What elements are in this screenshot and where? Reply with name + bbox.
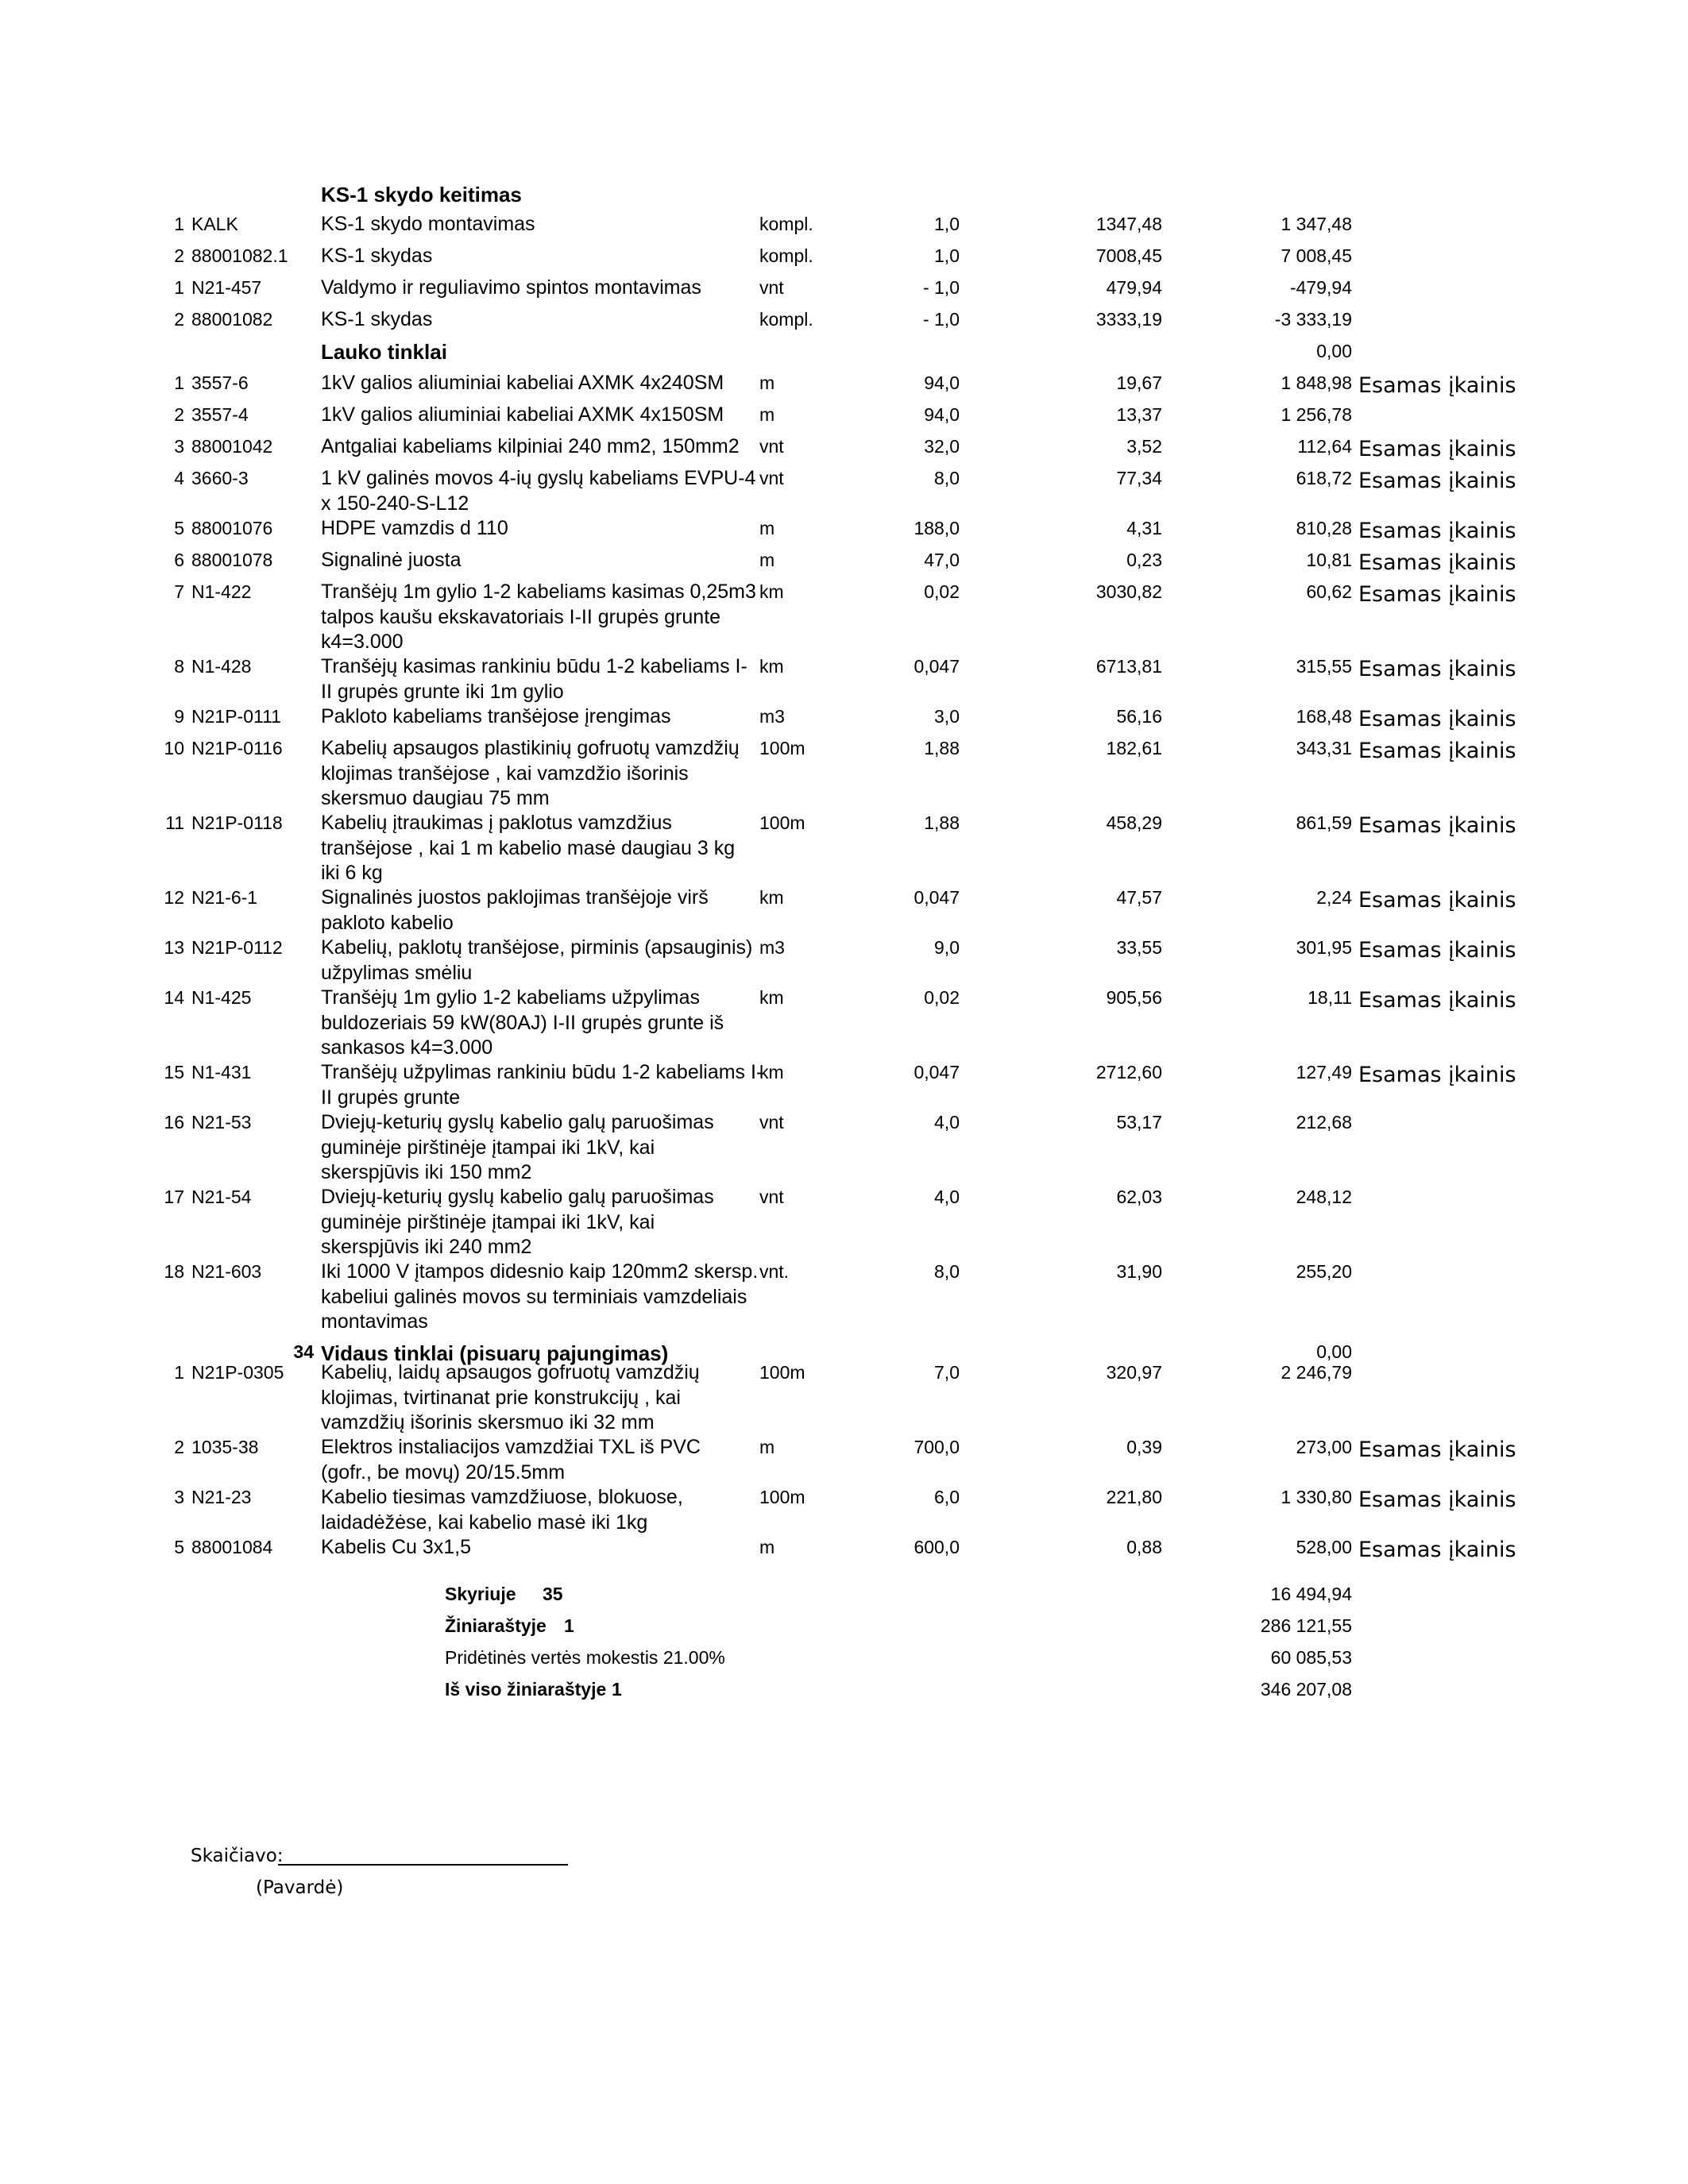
row-description-line: Kabelio tiesimas vamzdžiuose, blokuose, — [321, 1486, 683, 1508]
row-unit: vnt — [759, 277, 784, 298]
row-quantity: 9,0 — [934, 937, 960, 958]
row-total: 1 848,98 — [1280, 372, 1352, 393]
row-description-line: laidadėžėse, kai kabelio masė iki 1kg — [321, 1511, 648, 1534]
row-unit: m — [759, 372, 775, 393]
row-number: 2 — [174, 404, 184, 425]
row-unit: km — [759, 656, 784, 677]
row-code: KALK — [191, 214, 238, 234]
row-description-line: skersmuo daugiau 75 mm — [321, 787, 550, 809]
skyriuje-number: 35 — [543, 1584, 563, 1604]
row-code: N21-53 — [191, 1112, 252, 1133]
row-note: Esamas įkainis — [1358, 707, 1516, 731]
ziniarastyje-value: 286 121,55 — [1260, 1615, 1352, 1636]
row-code: N21-457 — [191, 277, 262, 298]
pvm-value: 60 085,53 — [1270, 1647, 1352, 1668]
row-description-line: Tranšėjų kasimas rankiniu būdu 1-2 kabeliams I- — [321, 655, 747, 677]
row-unit: vnt — [759, 436, 784, 457]
row-description-line: Iki 1000 V įtampos didesnio kaip 120mm2 skersp. — [321, 1260, 759, 1283]
row-description-line: 1 kV galinės movos 4-ių gyslų kabeliams EVPU-4 — [321, 467, 756, 489]
row-unit: km — [759, 581, 784, 602]
section-total-vidaus: 0,00 — [1316, 1341, 1352, 1362]
row-total: 1 330,80 — [1280, 1487, 1352, 1507]
row-number: 11 — [165, 812, 184, 833]
row-quantity: 0,047 — [914, 887, 960, 908]
row-number: 5 — [174, 518, 184, 538]
row-unit-price: 3333,19 — [1095, 309, 1162, 330]
row-description-line: Tranšėjų 1m gylio 1-2 kabeliams kasimas 0,25m3 — [321, 581, 756, 603]
row-note: Esamas įkainis — [1358, 739, 1516, 763]
section-heading-ks1: KS-1 skydo keitimas — [321, 183, 522, 206]
row-code: N21-6-1 — [191, 887, 258, 908]
row-description-line: iki 6 kg — [321, 862, 383, 884]
row-note: Esamas įkainis — [1358, 813, 1516, 838]
row-description-line: vamzdžių išorinis skersmuo iki 32 mm — [321, 1411, 655, 1433]
row-description-line: montavimas — [321, 1310, 428, 1333]
row-number: 9 — [174, 706, 184, 727]
row-code: N21-603 — [191, 1261, 262, 1282]
row-unit: m — [759, 1537, 775, 1557]
row-description-line: skerspjūvis iki 150 mm2 — [321, 1161, 532, 1183]
row-total: 10,81 — [1306, 550, 1352, 570]
row-code: 88001076 — [191, 518, 273, 538]
signature-label: Skaičiavo: — [191, 1846, 284, 1866]
row-description-line: 1kV galios aliuminiai kabeliai AXMK 4x150SM — [321, 403, 724, 426]
row-description-line: guminėje pirštinėje įtampai iki 1kV, kai — [321, 1210, 655, 1233]
row-quantity: 8,0 — [934, 1261, 960, 1282]
row-quantity: 94,0 — [924, 404, 960, 425]
row-total: 1 347,48 — [1280, 214, 1352, 234]
section-heading-lauko: Lauko tinklai — [321, 340, 447, 364]
row-total: 301,95 — [1296, 937, 1352, 958]
row-unit: km — [759, 987, 784, 1008]
skyriuje-label: Skyriuje — [445, 1584, 516, 1604]
ziniarastyje-label: Žiniaraštyje — [445, 1615, 547, 1636]
row-unit-price: 13,37 — [1116, 404, 1162, 425]
row-description-line: KS-1 skydo montavimas — [321, 213, 535, 235]
row-note: Esamas įkainis — [1358, 582, 1516, 607]
row-code: 88001082 — [191, 309, 273, 330]
row-description-line: Kabelis Cu 3x1,5 — [321, 1536, 472, 1558]
row-unit: m — [759, 518, 775, 538]
row-unit-price: 77,34 — [1116, 468, 1162, 488]
row-unit: 100m — [759, 812, 805, 833]
row-description-line: buldozeriais 59 kW(80AJ) I-II grupės grunte iš — [321, 1011, 724, 1034]
row-unit: kompl. — [759, 245, 813, 266]
row-description-line: užpylimas smėliu — [321, 961, 473, 984]
row-description-line: Kabelių įtraukimas į paklotus vamzdžius — [321, 812, 672, 834]
row-description-line: Kabelių, laidų apsaugos gofruotų vamzdžių — [321, 1361, 700, 1383]
row-number: 12 — [164, 887, 184, 908]
row-code: N21-23 — [191, 1487, 252, 1507]
row-note: Esamas įkainis — [1358, 1437, 1516, 1462]
row-unit-price: 3030,82 — [1095, 581, 1162, 602]
row-unit: km — [759, 1062, 784, 1082]
row-number: 8 — [174, 656, 184, 677]
row-number: 14 — [164, 987, 184, 1008]
row-quantity: - 1,0 — [922, 309, 960, 330]
row-unit-price: 182,61 — [1106, 738, 1162, 758]
row-unit-price: 56,16 — [1116, 706, 1162, 727]
row-quantity: 4,0 — [934, 1112, 960, 1133]
row-quantity: 94,0 — [924, 372, 960, 393]
row-number: 2 — [174, 309, 184, 330]
row-unit: 100m — [759, 738, 805, 758]
row-unit: 100m — [759, 1362, 805, 1383]
row-quantity: 7,0 — [934, 1362, 960, 1383]
row-number: 6 — [174, 550, 184, 570]
row-note: Esamas įkainis — [1358, 1063, 1516, 1087]
row-unit-price: 47,57 — [1116, 887, 1162, 908]
row-code: N1-425 — [191, 987, 252, 1008]
grand-total-label: Iš viso žiniaraštyje — [445, 1679, 607, 1700]
row-quantity: 600,0 — [914, 1537, 960, 1557]
row-number: 1 — [174, 214, 184, 234]
row-description-line: Tranšėjų 1m gylio 1-2 kabeliams užpylimas — [321, 986, 701, 1009]
row-total: 168,48 — [1296, 706, 1352, 727]
section-heading-vidaus: Vidaus tinklai (pisuarų pajungimas) — [321, 1341, 669, 1365]
row-code: 88001084 — [191, 1537, 273, 1557]
row-description-line: talpos kaušu ekskavatoriais I-II grupės grunte — [321, 605, 721, 628]
row-code: N21-54 — [191, 1187, 252, 1207]
row-number: 3 — [174, 436, 184, 457]
row-code: N21P-0112 — [191, 937, 283, 958]
row-description-line: pakloto kabelio — [321, 911, 454, 934]
row-note: Esamas įkainis — [1358, 657, 1516, 681]
row-code: N21P-0116 — [191, 738, 283, 758]
row-description-line: Dviejų-keturių gyslų kabelio galų paruošimas — [321, 1111, 714, 1133]
row-description-line: Signalinės juostos paklojimas tranšėjoje virš — [321, 886, 709, 909]
row-code: 88001042 — [191, 436, 273, 457]
row-quantity: 1,0 — [934, 245, 960, 266]
row-number: 7 — [174, 581, 184, 602]
row-quantity: 0,047 — [914, 1062, 960, 1082]
row-code: 88001078 — [191, 550, 273, 570]
row-unit-price: 0,88 — [1126, 1537, 1162, 1557]
row-unit: vnt — [759, 1187, 784, 1207]
row-total: -479,94 — [1289, 277, 1352, 298]
row-quantity: - 1,0 — [922, 277, 960, 298]
row-number: 2 — [174, 1437, 184, 1457]
row-description-line: II grupės grunte iki 1m gylio — [321, 680, 564, 703]
row-unit: km — [759, 887, 784, 908]
row-total: -3 333,19 — [1274, 309, 1352, 330]
row-quantity: 1,0 — [934, 214, 960, 234]
row-description-line: Kabelių apsaugos plastikinių gofruotų vamzdžių — [321, 737, 740, 759]
row-number: 18 — [164, 1261, 184, 1282]
row-code: N1-428 — [191, 656, 252, 677]
row-description-line: Antgaliai kabeliams kilpiniai 240 mm2, 150mm2 — [321, 435, 740, 457]
row-number: 4 — [174, 468, 184, 488]
row-description-line: Tranšėjų užpylimas rankiniu būdu 1-2 kabeliams I- — [321, 1061, 763, 1083]
row-unit: m — [759, 404, 775, 425]
row-number: 16 — [164, 1112, 184, 1133]
row-number: 5 — [174, 1537, 184, 1557]
row-total: 2 246,79 — [1280, 1362, 1352, 1383]
skyriuje-value: 16 494,94 — [1270, 1584, 1352, 1604]
pvm-label: Pridėtinės vertės mokestis 21.00% — [445, 1647, 725, 1668]
row-quantity: 0,02 — [924, 581, 960, 602]
row-description-line: KS-1 skydas — [321, 308, 433, 330]
row-number: 1 — [174, 372, 184, 393]
section-code-vidaus: 34 — [293, 1341, 314, 1362]
row-description-line: skerspjūvis iki 240 mm2 — [321, 1236, 532, 1258]
row-total: 248,12 — [1296, 1187, 1352, 1207]
grand-total-number: 1 — [612, 1679, 622, 1700]
row-unit-price: 2712,60 — [1095, 1062, 1162, 1082]
row-unit-price: 4,31 — [1126, 518, 1162, 538]
row-description-line: klojimas tranšėjose , kai vamzdžio išorinis — [321, 762, 689, 785]
row-code: 3557-4 — [191, 404, 249, 425]
row-description-line: Signalinė juosta — [321, 549, 462, 571]
row-description-line: klojimas, tvirtinanat prie konstrukcijų , kai — [321, 1386, 681, 1409]
row-unit-price: 6713,81 — [1095, 656, 1162, 677]
row-code: N1-431 — [191, 1062, 252, 1082]
row-total: 255,20 — [1296, 1261, 1352, 1282]
row-description-line: Elektros instaliacijos vamzdžiai TXL iš PVC — [321, 1436, 701, 1458]
row-quantity: 47,0 — [924, 550, 960, 570]
row-number: 3 — [174, 1487, 184, 1507]
row-note: Esamas įkainis — [1358, 519, 1516, 543]
row-unit-price: 53,17 — [1116, 1112, 1162, 1133]
row-quantity: 0,02 — [924, 987, 960, 1008]
row-unit-price: 33,55 — [1116, 937, 1162, 958]
row-unit-price: 479,94 — [1106, 277, 1162, 298]
row-quantity: 188,0 — [914, 518, 960, 538]
row-quantity: 1,88 — [924, 738, 960, 758]
row-unit-price: 905,56 — [1106, 987, 1162, 1008]
row-quantity: 0,047 — [914, 656, 960, 677]
row-description-line: (gofr., be movų) 20/15.5mm — [321, 1461, 566, 1484]
row-unit: kompl. — [759, 214, 813, 234]
row-code: 3660-3 — [191, 468, 249, 488]
row-unit: m3 — [759, 937, 785, 958]
row-description-line: Dviejų-keturių gyslų kabelio galų paruošimas — [321, 1186, 714, 1208]
row-description-line: Valdymo ir reguliavimo spintos montavimas — [321, 276, 701, 299]
signature-sublabel: (Pavardė) — [256, 1877, 344, 1898]
row-unit: vnt — [759, 1112, 784, 1133]
row-note: Esamas įkainis — [1358, 469, 1516, 493]
row-number: 10 — [164, 738, 184, 758]
row-total: 273,00 — [1296, 1437, 1352, 1457]
row-unit-price: 1347,48 — [1095, 214, 1162, 234]
row-total: 315,55 — [1296, 656, 1352, 677]
row-unit-price: 221,80 — [1106, 1487, 1162, 1507]
row-total: 861,59 — [1296, 812, 1352, 833]
row-note: Esamas įkainis — [1358, 550, 1516, 575]
row-description-line: kabeliui galinės movos su terminiais vamzdeliais — [321, 1285, 747, 1308]
row-unit: vnt. — [759, 1261, 790, 1282]
row-unit-price: 7008,45 — [1095, 245, 1162, 266]
row-unit-price: 458,29 — [1106, 812, 1162, 833]
row-unit: m — [759, 550, 775, 570]
row-total: 1 256,78 — [1280, 404, 1352, 425]
row-unit-price: 320,97 — [1106, 1362, 1162, 1383]
row-code: 1035-38 — [191, 1437, 259, 1457]
row-number: 1 — [174, 277, 184, 298]
row-number: 13 — [164, 937, 184, 958]
row-total: 7 008,45 — [1280, 245, 1352, 266]
row-quantity: 6,0 — [934, 1487, 960, 1507]
row-unit-price: 0,39 — [1126, 1437, 1162, 1457]
row-total: 528,00 — [1296, 1537, 1352, 1557]
grand-total-value: 346 207,08 — [1260, 1679, 1352, 1700]
row-note: Esamas įkainis — [1358, 1538, 1516, 1562]
row-unit: vnt — [759, 468, 784, 488]
row-quantity: 3,0 — [934, 706, 960, 727]
row-code: N1-422 — [191, 581, 252, 602]
row-description-line: Kabelių, paklotų tranšėjose, pirminis (apsauginis) — [321, 936, 753, 959]
row-total: 18,11 — [1308, 987, 1352, 1008]
row-description-line: k4=3.000 — [321, 631, 404, 653]
row-total: 618,72 — [1296, 468, 1352, 488]
row-unit: 100m — [759, 1487, 805, 1507]
row-total: 810,28 — [1296, 518, 1352, 538]
row-note: Esamas įkainis — [1358, 373, 1516, 398]
row-total: 112,64 — [1297, 436, 1352, 457]
row-unit-price: 62,03 — [1116, 1187, 1162, 1207]
row-total: 212,68 — [1296, 1112, 1352, 1133]
row-unit: kompl. — [759, 309, 813, 330]
row-note: Esamas įkainis — [1358, 888, 1516, 913]
row-description-line: sankasos k4=3.000 — [321, 1036, 493, 1059]
row-description-line: tranšėjose , kai 1 m kabelio masė daugiau 3 kg — [321, 836, 736, 859]
row-code: 3557-6 — [191, 372, 249, 393]
row-quantity: 8,0 — [934, 468, 960, 488]
row-total: 2,24 — [1316, 887, 1352, 908]
row-unit-price: 0,23 — [1126, 550, 1162, 570]
row-description-line: KS-1 skydas — [321, 245, 433, 267]
row-description-line: guminėje pirštinėje įtampai iki 1kV, kai — [321, 1136, 655, 1159]
row-number: 1 — [174, 1362, 184, 1383]
row-note: Esamas įkainis — [1358, 437, 1516, 461]
row-unit-price: 31,90 — [1116, 1261, 1162, 1282]
row-note: Esamas įkainis — [1358, 1488, 1516, 1512]
row-description-line: x 150-240-S-L12 — [321, 492, 469, 515]
row-number: 15 — [164, 1062, 184, 1082]
row-quantity: 700,0 — [914, 1437, 960, 1457]
row-unit: m3 — [759, 706, 785, 727]
signature-line — [278, 1864, 568, 1866]
row-quantity: 1,88 — [924, 812, 960, 833]
row-total: 127,49 — [1296, 1062, 1352, 1082]
row-unit: m — [759, 1437, 775, 1457]
row-note: Esamas įkainis — [1358, 938, 1516, 963]
row-description-line: HDPE vamzdis d 110 — [321, 517, 508, 539]
row-total: 60,62 — [1306, 581, 1352, 602]
row-unit-price: 3,52 — [1126, 436, 1162, 457]
row-code: N21P-0111 — [191, 706, 281, 727]
row-description-line: II grupės grunte — [321, 1086, 461, 1109]
section-total-lauko: 0,00 — [1316, 341, 1352, 361]
ziniarastyje-number: 1 — [564, 1615, 574, 1636]
row-number: 2 — [174, 245, 184, 266]
row-code: N21P-0305 — [191, 1362, 284, 1383]
row-unit-price: 19,67 — [1116, 372, 1162, 393]
row-code: 88001082.1 — [191, 245, 288, 266]
row-description-line: 1kV galios aliuminiai kabeliai AXMK 4x240SM — [321, 372, 724, 394]
row-number: 17 — [164, 1187, 184, 1207]
row-total: 343,31 — [1296, 738, 1352, 758]
row-quantity: 32,0 — [924, 436, 960, 457]
row-code: N21P-0118 — [191, 812, 283, 833]
row-quantity: 4,0 — [934, 1187, 960, 1207]
row-note: Esamas įkainis — [1358, 988, 1516, 1013]
row-description-line: Pakloto kabeliams tranšėjose įrengimas — [321, 705, 671, 727]
